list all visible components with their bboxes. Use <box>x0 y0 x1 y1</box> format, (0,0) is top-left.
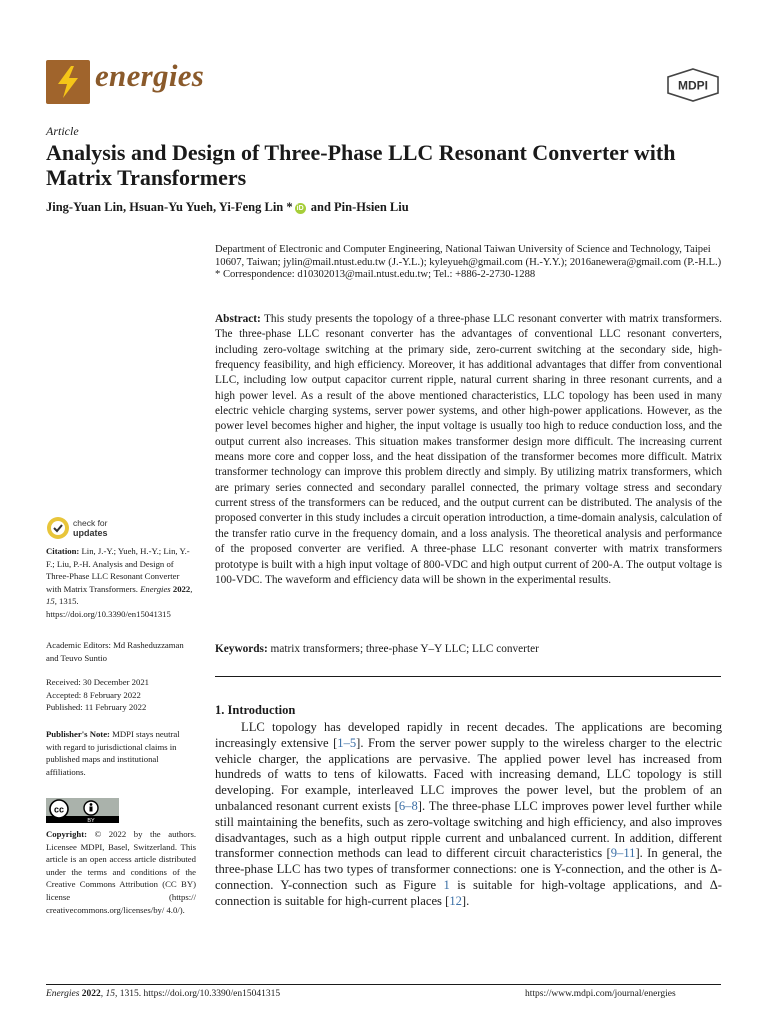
orcid-icon[interactable]: iD <box>296 205 304 212</box>
ref-link[interactable]: 12 <box>449 893 462 908</box>
received-date: Received: 30 December 2021 <box>46 677 150 687</box>
check-for-updates-button[interactable] <box>46 516 108 540</box>
intro-text: ]. The three-phase LLC improves power level further while still maintaining the benefits, such as zero-voltage switching and high efficiency, and also improves disadvantages, such as a high output ripple current and unbalanced current. In addition, different transformer connection methods can lead to different circuit characteristics [ <box>215 798 722 861</box>
abstract-text: This study presents the topology of a three-phase LLC resonant converter with matrix transformers. The three-phase LLC resonant converter has the advantages of conventional LLC resonant converters, including zero-voltage switching at the primary side, zero-current switching at the secondary side, high-frequency feasibility, and high efficiency. Moreover, it has additional advantages that differ from conventional LLC, including low output capacitor current ripple, natural current sharing in three resonant currents, and a high power level. As a result of the above mentioned characteristics, LLC topology has been used in many electric vehicle charging systems, server power systems, and other high-power applications. However, as the power level becomes higher and higher, the input voltage is usually too high to reduce conduction loss, and the output current also increases. This situation makes transformer design more difficult. The increasing current means more core and copper loss, and the heat dissipation of the transformer becomes more difficult. Matrix transformer technology can improve this problem directly and simply. By utilizing matrix transformers, which are primary series connected and secondary parallel connected, the primary voltage stress and secondary current stress of the transformers can be reduced, and the output current can be distributed. The analysis of the proposed converter in this study includes a circuit operation introduction, a time-domain analysis, calculation of the transfer ratio curve in the frequency domain, and a loss analysis. The theoretical analysis and performance of the proposed converter are verified. A three-phase LLC resonant converter with matrix transformers prototype is built with a high input voltage of 800-VDC and high output current of 200-A. The output voltage is 100-VDC. The waveform and efficiency data will be shown in the experimental results. <box>215 313 722 586</box>
journal-logo-icon <box>46 60 90 104</box>
footer-journal-url[interactable]: https://www.mdpi.com/journal/energies <box>525 989 676 999</box>
intro-text: ]. From the server power supply to the wireless charger to the electric vehicle charger, the applications are pervasive. The applied power level has increased from hundreds of watts to tens of kilowatts. Faced with increasing demand, LLC topology is still developing. For example, interleaved LLC improves the power level, but the problem of an unbalanced resonant current exists [ <box>215 735 722 813</box>
check-line2: updates <box>73 528 108 538</box>
ref-link[interactable]: 6–8 <box>398 798 418 813</box>
citation <box>46 545 196 621</box>
intro-paragraph <box>215 720 722 910</box>
intro-text: LLC topology has developed rapidly in recent decades. The applications are becoming increasingly extensive [ <box>215 720 722 750</box>
keywords <box>215 643 722 655</box>
section-heading: 1. Introduction <box>215 703 296 717</box>
abstract <box>215 312 722 588</box>
publishers-note <box>46 728 196 778</box>
mdpi-logo[interactable] <box>666 68 720 102</box>
footer-year: 2022 <box>79 989 101 999</box>
footer-doi[interactable]: , 1315. https://doi.org/10.3390/en15041315 <box>115 989 281 999</box>
publisher-name: MDPI <box>678 78 708 93</box>
divider <box>215 676 721 677</box>
citation-label: Citation: <box>46 546 80 556</box>
footer-citation <box>46 989 280 999</box>
intro-text: is suitable for high-voltage applications, and Δ-connection is suitable for high-current places [ <box>215 877 722 908</box>
figure-link[interactable]: 1 <box>443 877 450 892</box>
copyright <box>46 828 196 916</box>
svg-text:cc: cc <box>53 804 65 815</box>
authors-part-1: Jing-Yuan Lin, Hsuan-Yu Yueh, Yi-Feng Lin * <box>46 200 293 214</box>
citation-journal: Energies <box>140 583 171 594</box>
published-date: Published: 11 February 2022 <box>46 702 147 713</box>
footer-journal: Energies <box>46 989 80 999</box>
check-updates-icon <box>46 516 70 540</box>
ref-link[interactable]: 9–11 <box>610 846 636 861</box>
cc-by-license-icon[interactable] <box>46 798 119 823</box>
authors <box>46 200 409 215</box>
pubnote-label: Publisher's Note: <box>46 729 110 739</box>
cc-by-label: BY <box>87 818 95 823</box>
ref-link[interactable]: 1–5 <box>337 735 357 750</box>
academic-editors: Academic Editors: Md Rasheduzzaman and Teuvo Suntio <box>46 640 184 663</box>
authors-part-2: and Pin-Hsien Liu <box>307 200 409 214</box>
affiliation-block <box>215 244 725 282</box>
citation-year: 2022 <box>170 583 191 594</box>
article-title: Analysis and Design of Three-Phase LLC Resonant Converter with Matrix Transformers <box>46 140 676 190</box>
correspondence: * Correspondence: d10302013@mail.ntust.edu.tw; Tel.: +886-2-2730-1288 <box>215 269 536 280</box>
dates <box>46 676 196 714</box>
accepted-date: Accepted: 8 February 2022 <box>46 689 141 700</box>
check-line1: check for <box>73 518 108 528</box>
abstract-label: Abstract: <box>215 313 261 325</box>
journal-name[interactable]: energies <box>95 58 205 93</box>
footer-volume: , 15 <box>100 989 116 999</box>
pubnote-text: MDPI stays neutral with regard to jurisdictional claims in published maps and institutional affiliations. <box>46 729 180 777</box>
keywords-label: Keywords: <box>215 643 268 655</box>
citation-doi[interactable]: , 1315. https://doi.org/10.3390/en15041315 <box>46 596 171 619</box>
citation-text: Lin, J.-Y.; Yueh, H.-Y.; Lin, Y.-F.; Liu, P.-H. Analysis and Design of Three-Phase LLC Resonant Converter with Matrix Transformers. <box>46 546 190 594</box>
article-type: Article <box>46 124 79 138</box>
copyright-text: © 2022 by the authors. Licensee MDPI, Basel, Switzerland. This article is an open access article distributed under the terms and conditions of the Creative Commons Attribution (CC BY) license (https:// creativecommons.org/licenses/by/ 4.0/). <box>46 829 196 915</box>
footer-divider <box>46 984 721 985</box>
intro-text: ]. In general, the three-phase LLC has two types of transformer connections: one is Y-connection, and the other is Δ-connection. Y-connection such as Figure <box>215 846 722 892</box>
intro-text: ]. <box>461 893 470 908</box>
citation-volume: , 15 <box>46 583 193 607</box>
keywords-text: matrix transformers; three-phase Y–Y LLC; LLC converter <box>267 643 539 655</box>
copyright-label: Copyright: <box>46 829 88 839</box>
affiliation: Department of Electronic and Computer Engineering, National Taiwan University of Science and Technology, Taipei 10607, Taiwan; jylin@mail.ntust.edu.tw (J.-Y.L.); kyleyueh@gmail.com (H.-Y.Y.); 2016anewera@gmail.com (P.-H.L.) <box>215 244 722 268</box>
